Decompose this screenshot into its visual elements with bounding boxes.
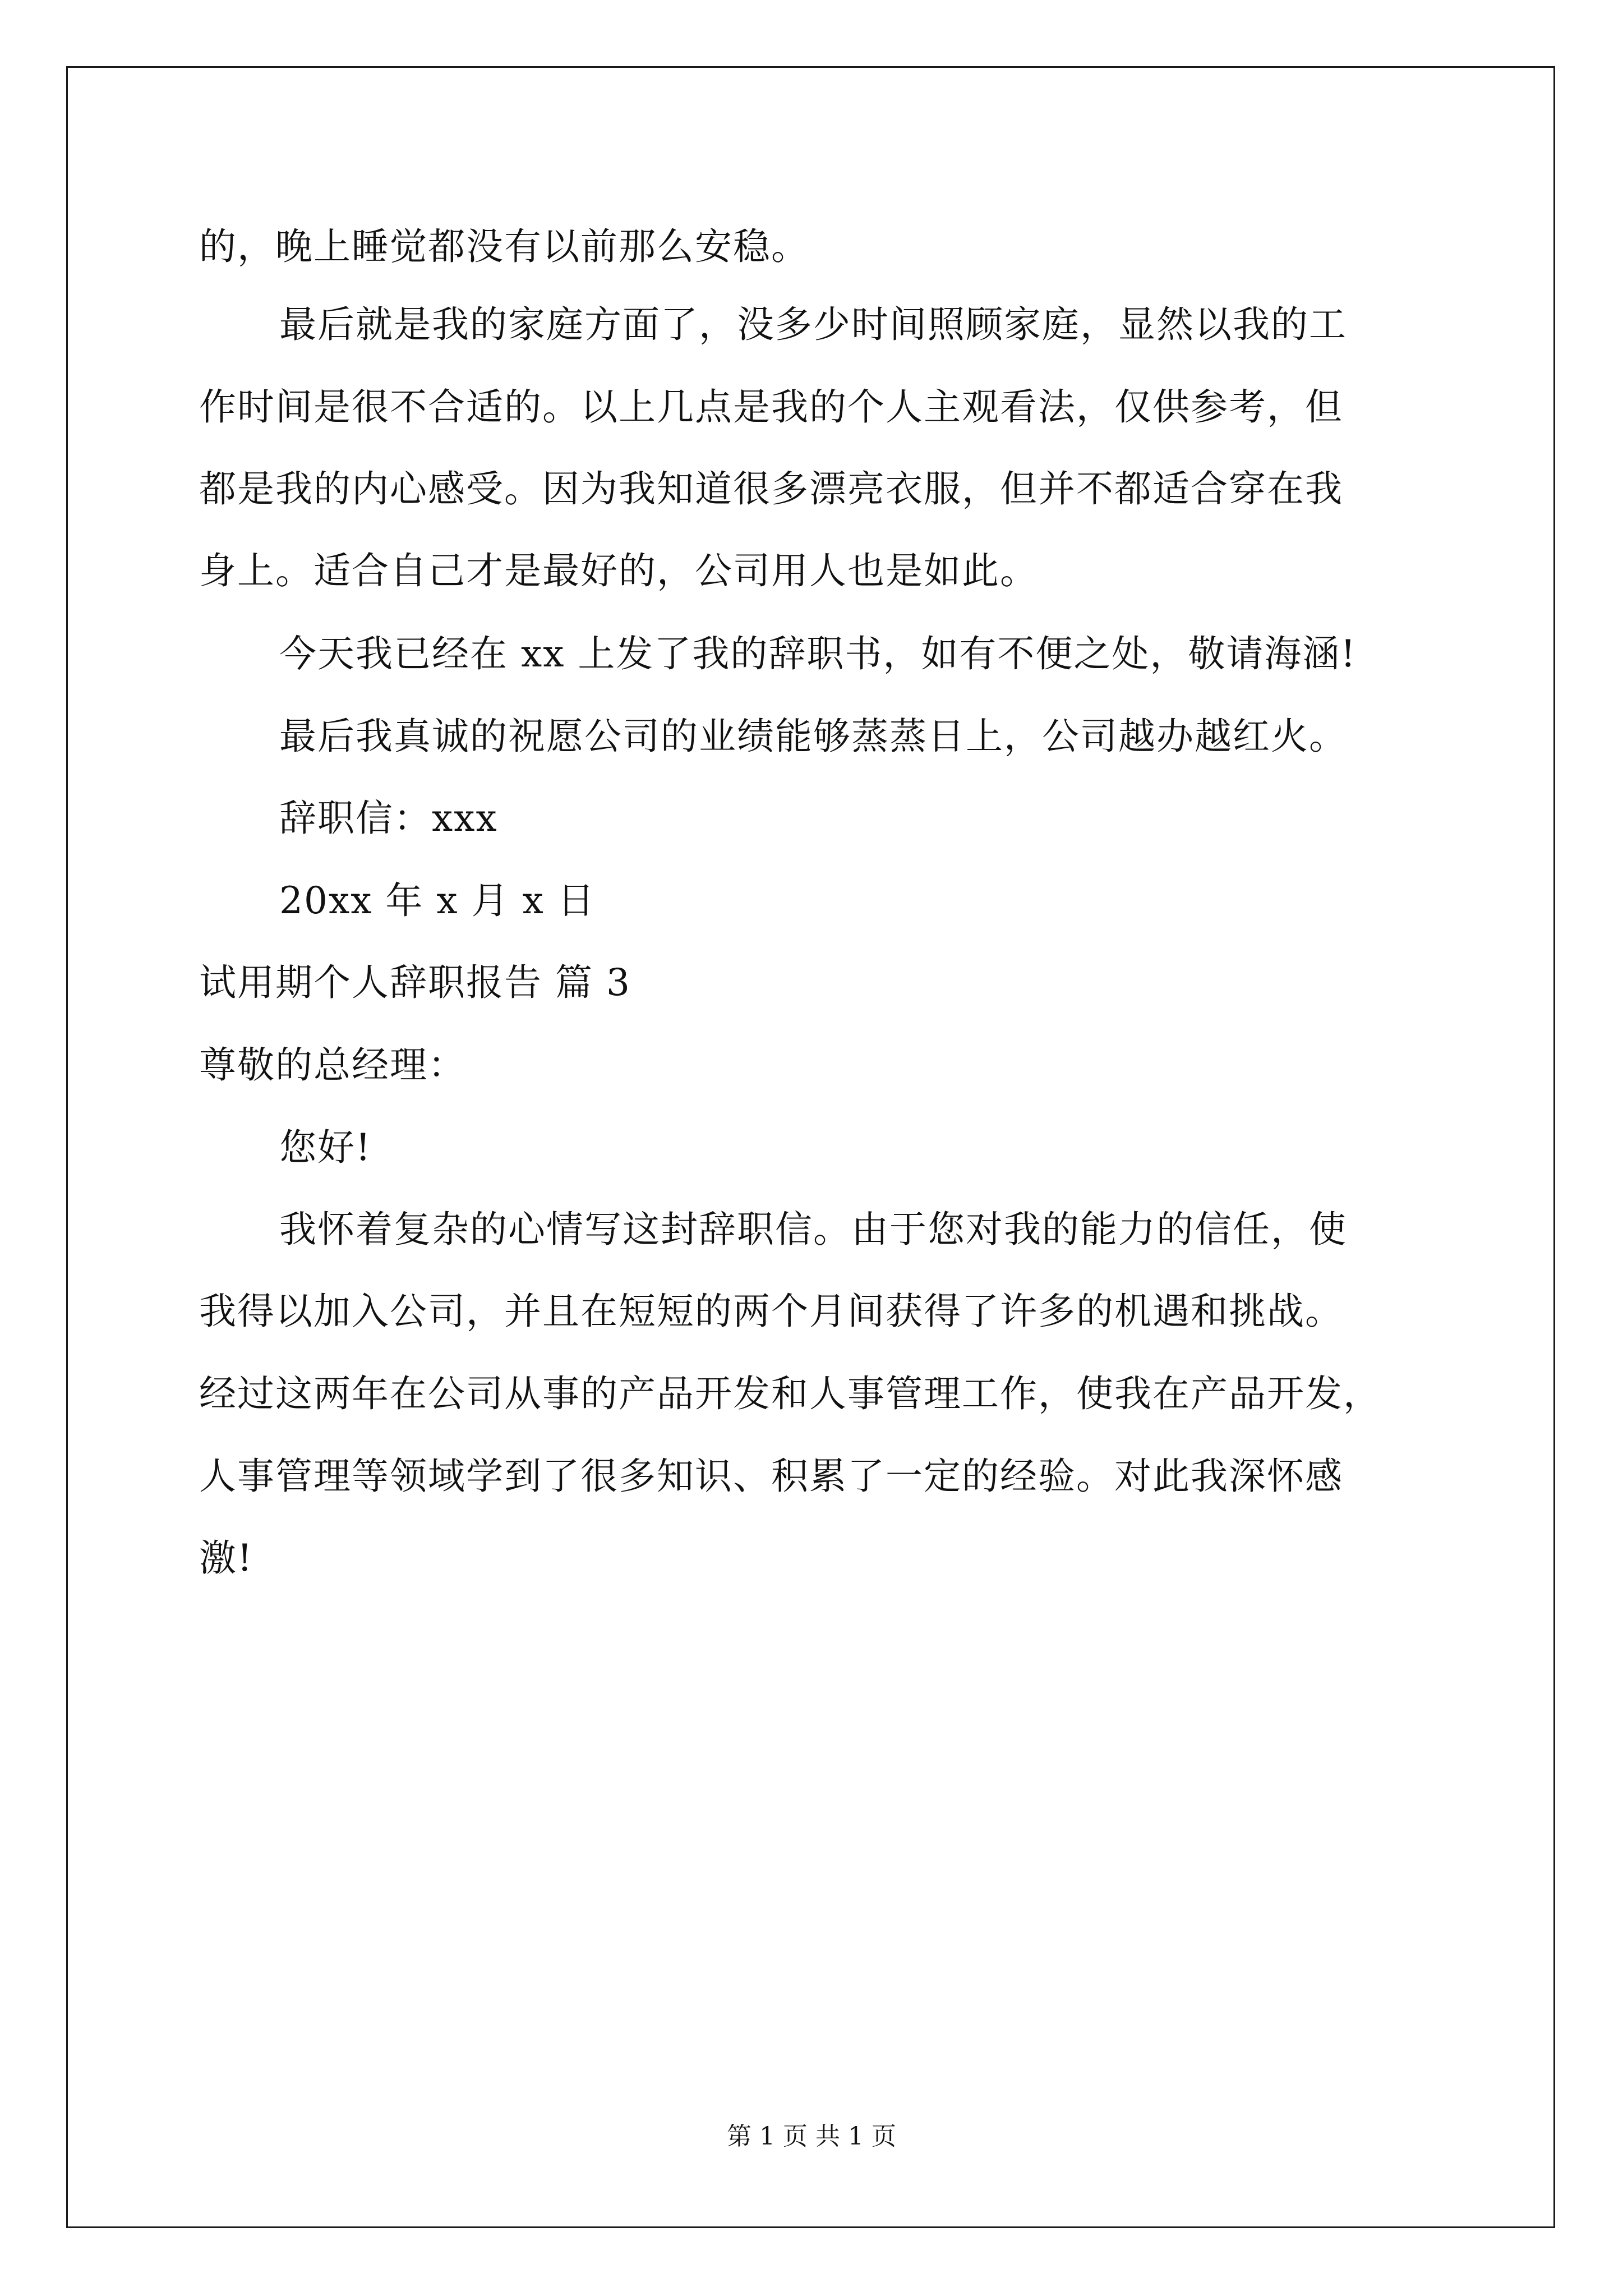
salutation: 尊敬的总经理：: [199, 1043, 466, 1087]
body-line-12: 激!: [199, 1536, 253, 1580]
body-line-9: 我得以加入公司，并且在短短的两个月间获得了许多的机遇和挑战。: [199, 1290, 1343, 1333]
body-line-8: 我怀着复杂的心情写这封辞职信。由于您对我的能力的信任，使: [279, 1208, 1347, 1251]
body-line-6: 今天我已经在 xx 上发了我的辞职书，如有不便之处，敬请海涵!: [279, 632, 1357, 675]
body-line-2: 最后就是我的家庭方面了，没多少时间照顾家庭，显然以我的工: [279, 303, 1347, 346]
body-line-1: 的，晚上睡觉都没有以前那么安稳。: [199, 225, 809, 268]
body-line-4: 都是我的内心感受。因为我知道很多漂亮衣服，但并不都适合穿在我: [199, 467, 1343, 510]
body-line-3: 作时间是很不合适的。以上几点是我的个人主观看法，仅供参考，但: [199, 385, 1343, 429]
body-line-7: 最后我真诚的祝愿公司的业绩能够蒸蒸日上，公司越办越红火。: [279, 715, 1347, 758]
body-line-11: 人事管理等领域学到了很多知识、积累了一定的经验。对此我深怀感: [199, 1455, 1343, 1498]
body-line-5: 身上。适合自己才是最好的，公司用人也是如此。: [199, 549, 1038, 592]
date-line: 20xx 年 x 月 x 日: [279, 879, 596, 922]
signature-line: 辞职信：xxx: [279, 797, 498, 840]
body-line-10: 经过这两年在公司从事的产品开发和人事管理工作，使我在产品开发，: [199, 1372, 1381, 1415]
section-heading: 试用期个人辞职报告 篇 3: [199, 961, 631, 1004]
greeting: 您好!: [279, 1126, 372, 1169]
page-footer: 第 1 页 共 1 页: [727, 2122, 896, 2151]
